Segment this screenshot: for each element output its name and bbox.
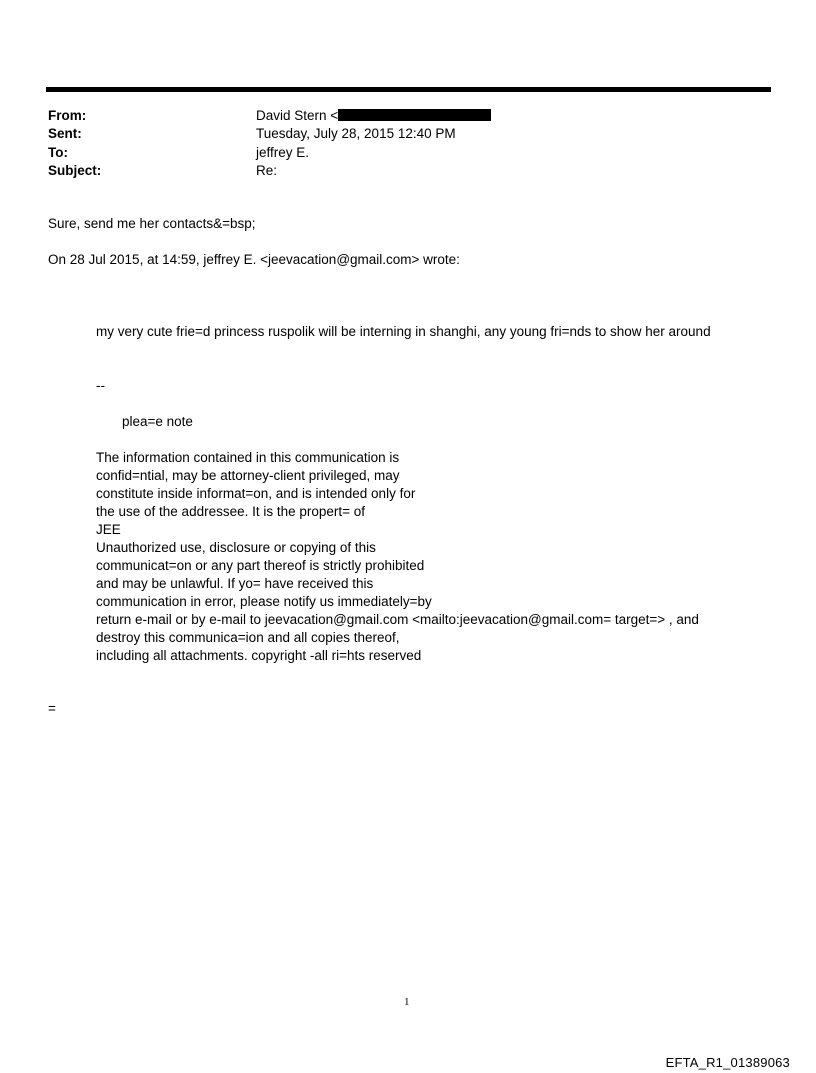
quote-intro: On 28 Jul 2015, at 14:59, jeffrey E. <jeevacation@gmail.com> wrote: xyxy=(48,252,460,267)
page-number: 1 xyxy=(404,996,410,1008)
from-name: David Stern < xyxy=(256,108,339,123)
disclaimer-line: and may be unlawful. If yo= have received this xyxy=(96,576,374,591)
quoted-message: my very cute frie=d princess ruspolik will be interning in shanghi, any young fri=nds to show her around xyxy=(96,324,711,339)
disclaimer-line: including all attachments. copyright -all ri=hts reserved xyxy=(96,648,422,663)
subject-value: Re: xyxy=(256,163,278,178)
document-id: EFTA_R1_01389063 xyxy=(665,1055,790,1070)
sent-label: Sent: xyxy=(48,126,82,141)
trailing-character: = xyxy=(48,701,56,716)
redaction-bar xyxy=(338,109,491,121)
note-heading: plea=e note xyxy=(122,414,193,429)
disclaimer-line: Unauthorized use, disclosure or copying of this xyxy=(96,540,376,555)
disclaimer-line: communication in error, please notify us immediately=by xyxy=(96,594,432,609)
signature-separator: -- xyxy=(96,378,105,393)
disclaimer-line: return e-mail or by e-mail to jeevacation@gmail.com <mailto:jeevacation@gmail.com= target=> , and xyxy=(96,612,699,627)
disclaimer-line: communicat=on or any part thereof is strictly prohibited xyxy=(96,558,425,573)
reply-text: Sure, send me her contacts&=bsp; xyxy=(48,216,256,231)
disclaimer-line: constitute inside informat=on, and is intended only for xyxy=(96,486,416,501)
disclaimer-line: JEE xyxy=(96,522,121,537)
from-value xyxy=(256,107,491,125)
from-label: From: xyxy=(48,108,87,123)
sent-value: Tuesday, July 28, 2015 12:40 PM xyxy=(256,126,456,141)
disclaimer-line: confid=ntial, may be attorney-client privileged, may xyxy=(96,468,400,483)
to-label: To: xyxy=(48,145,68,160)
subject-label: Subject: xyxy=(48,163,102,178)
to-value: jeffrey E. xyxy=(256,145,310,160)
disclaimer-line: destroy this communica=ion and all copies thereof, xyxy=(96,630,400,645)
disclaimer-line: The information contained in this communication is xyxy=(96,450,400,465)
disclaimer-line: the use of the addressee. It is the propert= of xyxy=(96,504,366,519)
header-divider xyxy=(46,87,771,92)
